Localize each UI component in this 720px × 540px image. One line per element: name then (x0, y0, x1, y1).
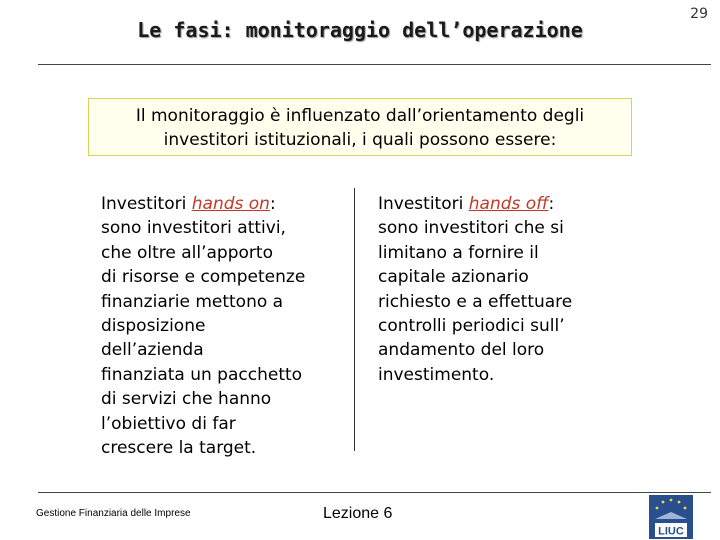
right-line-1: sono investitori che si (378, 218, 564, 239)
term-hands-on: hands on (191, 194, 270, 214)
left-line-8: di servizi che hanno (101, 389, 272, 410)
footer-course-name: Gestione Finanziaria delle Imprese (36, 508, 191, 519)
right-heading (378, 192, 628, 216)
intro-box (88, 98, 632, 156)
left-column (101, 192, 351, 460)
right-line-5: controlli periodici sull’ (378, 316, 565, 337)
right-line-6: andamento del loro (378, 340, 545, 361)
left-line-10: crescere la target. (101, 438, 257, 459)
footer-divider (38, 492, 711, 493)
slide-title: Le fasi: monitoraggio dell’operazione (137, 18, 583, 42)
logo-text: LIUC (658, 525, 684, 538)
left-colon: : (269, 194, 276, 214)
right-column (378, 192, 628, 387)
left-line-5: disposizione (101, 316, 206, 337)
term-hands-off: hands off (468, 194, 549, 214)
intro-line-2: investitori istituzionali, i quali possono essere: (163, 130, 557, 150)
liuc-logo-icon (649, 495, 693, 539)
intro-line-1: Il monitoraggio è influenzato dall’orientamento degli (135, 106, 585, 126)
right-line-4: richiesto e a effettuare (378, 291, 573, 312)
left-heading (101, 192, 351, 216)
footer-lesson: Lezione 6 (323, 505, 393, 522)
left-prefix: Investitori (101, 194, 192, 214)
left-line-2: che oltre all’apporto (101, 242, 273, 263)
page-number: 29 (690, 6, 708, 22)
right-prefix: Investitori (378, 194, 469, 214)
left-line-7: finanziata un pacchetto (101, 364, 303, 385)
left-line-1: sono investitori attivi, (101, 218, 286, 239)
left-line-3: di risorse e competenze (101, 267, 306, 288)
right-line-2: limitano a fornire il (378, 242, 539, 263)
right-colon: : (548, 194, 555, 214)
column-divider (354, 188, 355, 451)
title-divider (38, 64, 711, 65)
right-line-7: investimento. (378, 364, 495, 385)
left-line-4: finanziarie mettono a (101, 291, 284, 312)
left-line-6: dell’azienda (101, 340, 204, 361)
left-line-9: l’obiettivo di far (101, 413, 236, 434)
right-line-3: capitale azionario (378, 267, 529, 288)
